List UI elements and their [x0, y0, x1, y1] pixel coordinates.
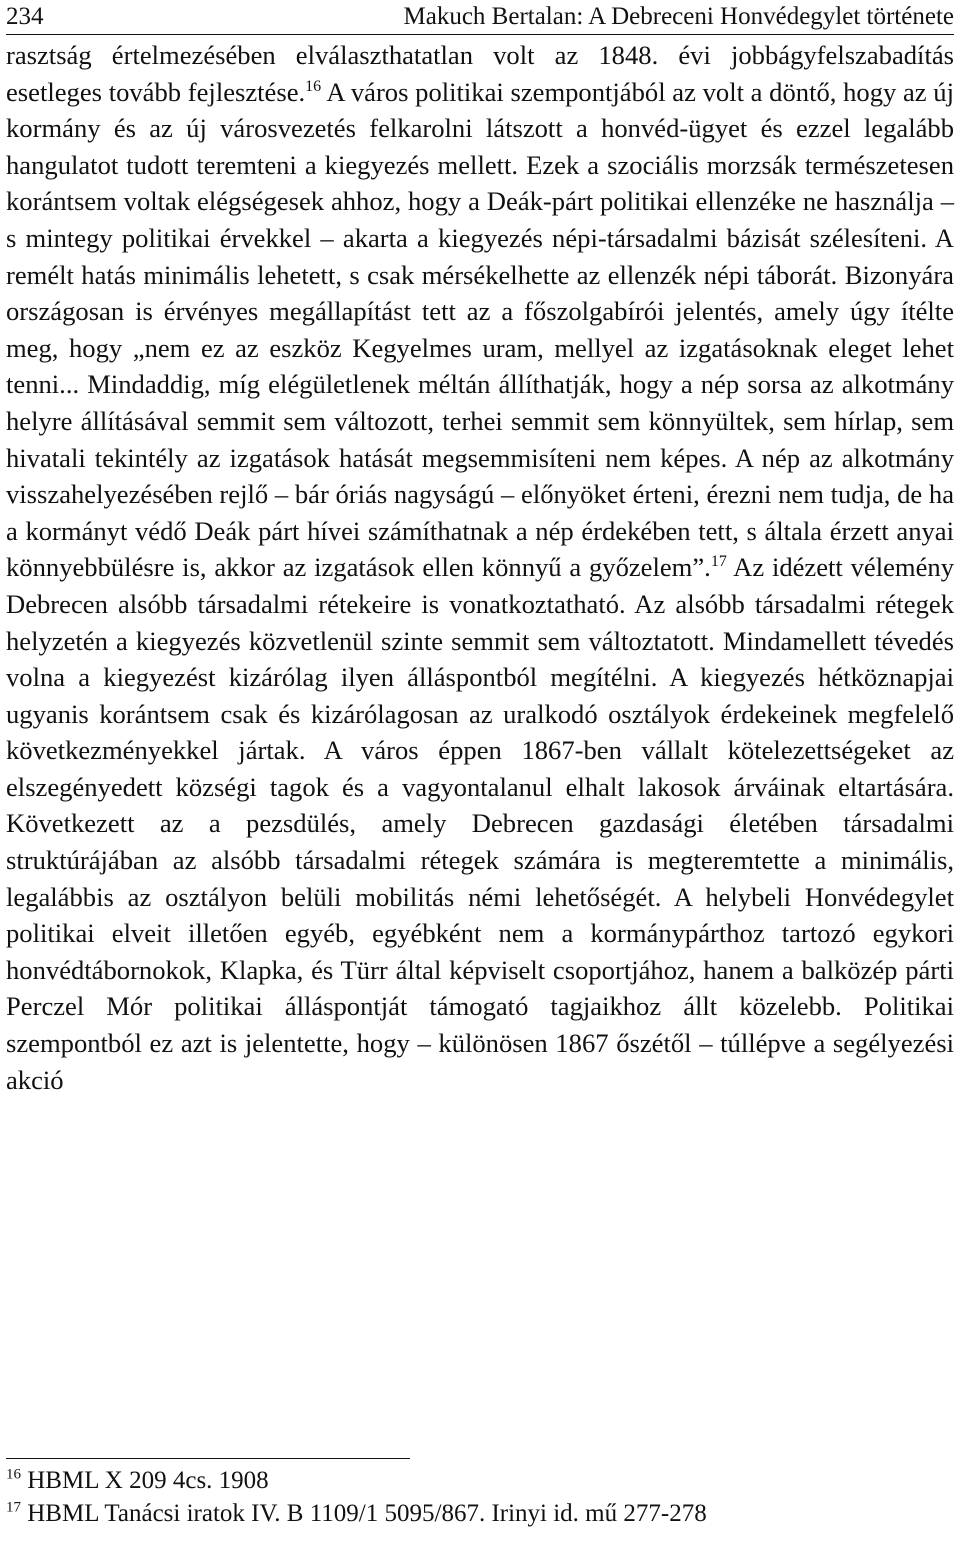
document-page — [6, 0, 954, 1527]
footnotes — [6, 1464, 954, 1530]
footnote-number: 17 — [6, 1499, 21, 1516]
footnote-17 — [6, 1497, 954, 1530]
footnote-number: 16 — [6, 1466, 21, 1483]
footnote-ref-17[interactable]: 17 — [710, 553, 727, 571]
footnote-ref-16[interactable]: 16 — [305, 77, 322, 95]
body-segment: Az idézett vélemény Debrecen alsóbb társadalmi rétekeire is vonatkoztatható. Az alsóbb társadalmi rétegek helyzetén a kiegyezés közvetlenül szinte semmit sem változtatott. Mindamellett tévedés volna a kiegyezést kizárólag ilyen álláspontból megítélni. A kiegyezés hétköznapjai ugyanis korántsem csak és kizárólagosan az uralkodó osztályok érdekeinek megfelelő következményekkel jártak. A város éppen 1867-ben vállalt kötelezettségeket az elszegényedett községi tagok és a vagyontalanul elhalt lakosok árváinak eltartására. Következett az a pezsdülés, amely Debrecen gazdasági életében társadalmi struktúrájában az alsóbb társadalmi rétegek számára is megteremtette a minimális, legalábbis az osztályon belüli mobilitás némi lehetőségét. A helybeli Honvédegylet politikai elveit illetően egyéb, egyébként nem a kormánypárthoz tartozó egykori honvédtábornokok, Klapka, és Türr által képviselt csoportjához, hanem a balközép párti Perczel Mór politikai álláspontját támogató tagjaikhoz állt közelebb. Politikai szempontból ez azt is jelentette, hogy – különösen 1867 őszétől – túllépve a segélyezési akció — [6, 552, 954, 1095]
body-segment: rasztság értelmezésében elválaszthatatlan volt az 1848. évi jobbágyfelszabadítás esetleges tovább fejlesztése. — [6, 40, 954, 107]
footnote-text: HBML X 209 4cs. 1908 — [21, 1467, 269, 1494]
footnote-text: HBML Tanácsi iratok IV. B 1109/1 5095/867. Irinyi id. mű 277-278 — [21, 1500, 707, 1527]
footnote-16 — [6, 1464, 954, 1497]
page-number: 234 — [6, 3, 44, 30]
body-segment: A város politikai szempontjából az volt a döntő, hogy az új kormány és az új városvezetés felkarolni látszott a honvéd-ügyet és ezzel legalább hangulatot tudott teremteni a kiegyezés mellett. Ezek a szociális morzsák természetesen korántsem voltak elégségesek ahhoz, hogy a Deák-párt politikai ellenzéke ne használja – s mintegy politikai érvekkel – akarta a kiegyezés népi-társadalmi bázisát szélesíteni. A remélt hatás minimális lehetett, s csak mérsékelhette az ellenzék népi táborát. Bizonyára országosan is érvényes megállapítást tett az a főszolgabírói jelentés, amely úgy ítélte meg, hogy „nem ez az eszköz Kegyelmes uram, mellyel az izgatásoknak eleget lehet tenni... Mindaddig, míg elégületlenek méltán állíthatják, hogy a nép sorsa az alkotmány helyre állításával semmit sem változott, terhei semmit sem könnyültek, sem hírlap, sem hivatali tekintély az izgatások hatását megsemmisíteni nem képes. A nép az alkotmány visszahelyezésében rejlő – bár óriás nagyságú – előnyöket érteni, érezni nem tudja, de ha a kormányt védő Deák párt hívei számíthatnak a nép érdekében tett, s általa érzett anyai könnyebbülésre is, akkor az izgatások ellen könnyű a győzelem”. — [6, 76, 954, 583]
body-paragraph — [6, 37, 954, 1098]
footnote-divider — [6, 1458, 410, 1459]
running-title: Makuch Bertalan: A Debreceni Honvédegylet története — [403, 3, 954, 30]
running-header — [6, 0, 954, 35]
